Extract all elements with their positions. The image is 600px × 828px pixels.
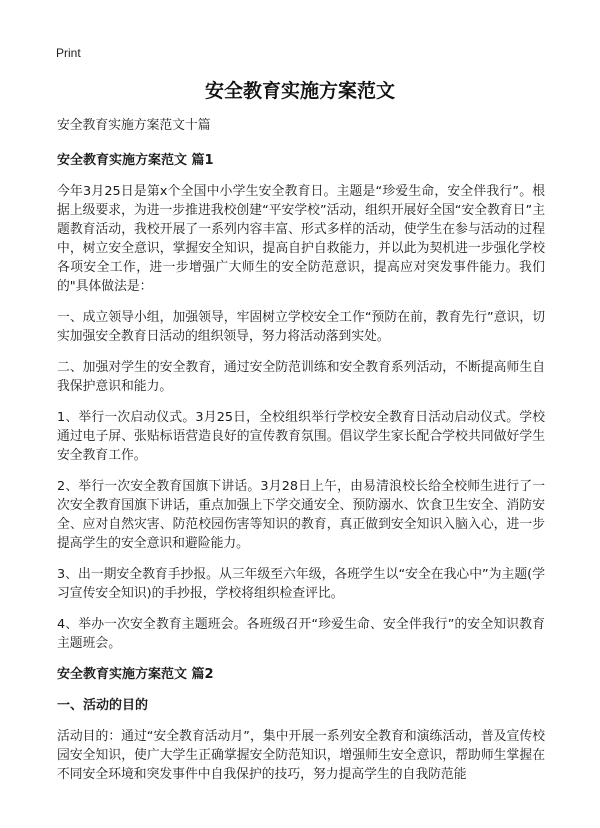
paragraph: 活动目的：通过“安全教育活动月”，集中开展一系列安全教育和演练活动，普及宣传校园安全知识，使广大学生正确掌握安全防范知识，增强师生安全意识，帮助师生掌握在不同安全环境和突发事件中自我保护的技巧，努力提高学生的自我防范能	[57, 729, 545, 782]
section-heading: 安全教育实施方案范文 篇1	[57, 153, 214, 168]
paragraph: 1、举行一次启动仪式。3月25日，全校组织举行学校安全教育日活动启动仪式。学校通过电子屏、张贴标语营造良好的宣传教育氛围。倡议学生家长配合学校共同做好学生安全教育工作。	[57, 410, 545, 463]
document-subtitle: 安全教育实施方案范文十篇	[57, 118, 211, 133]
paragraph: 二、加强对学生的安全教育，通过安全防范训练和安全教育系列活动，不断提高师生自我保护意识和能力。	[57, 360, 545, 394]
paragraph: 今年3月25日是第x个全国中小学生安全教育日。主题是“珍爱生命，安全伴我行”。根据上级要求，为进一步推进我校创建“平安学校”活动，组织开展好全国“安全教育日”主题教育活动，我校开展了一系列内容丰富、形式多样的活动，使学生在参与活动的过程中，树立安全意识，掌握安全知识，提高自护自救能力，并以此为契机进一步强化学校各项安全工作，进一步增强广大师生的安全防范意识，提高应对突发事件能力。我们的"具体做法是：	[57, 184, 545, 294]
document-title: 安全教育实施方案范文	[204, 80, 395, 102]
print-link[interactable]: Print	[56, 46, 81, 60]
paragraph: 4、举办一次安全教育主题班会。各班级召开“珍爱生命、安全伴我行”的安全知识教育主题班会。	[57, 617, 545, 651]
section-subheading: 一、活动的目的	[57, 698, 149, 713]
section-heading: 安全教育实施方案范文 篇2	[57, 667, 214, 682]
paragraph: 一、成立领导小组，加强领导，牢固树立学校安全工作“预防在前，教育先行”意识，切实加强安全教育日活动的组织领导，努力将活动落到实处。	[57, 310, 545, 344]
paragraph: 2、举行一次安全教育国旗下讲话。3月28日上午，由易清浪校长给全校师生进行了一次安全教育国旗下讲话，重点加强上下学交通安全、预防溺水、饮食卫生安全、消防安全、应对自然灾害、防范校园伤害等知识的教育，真正做到安全知识入脑入心，进一步提高学生的安全意识和避险能力。	[57, 479, 545, 551]
document-body	[57, 116, 545, 796]
paragraph: 3、出一期安全教育手抄报。从三年级至六年级，各班学生以“安全在我心中”为主题(学习宣传安全知识)的手抄报，学校将组织检查评比。	[57, 567, 545, 601]
